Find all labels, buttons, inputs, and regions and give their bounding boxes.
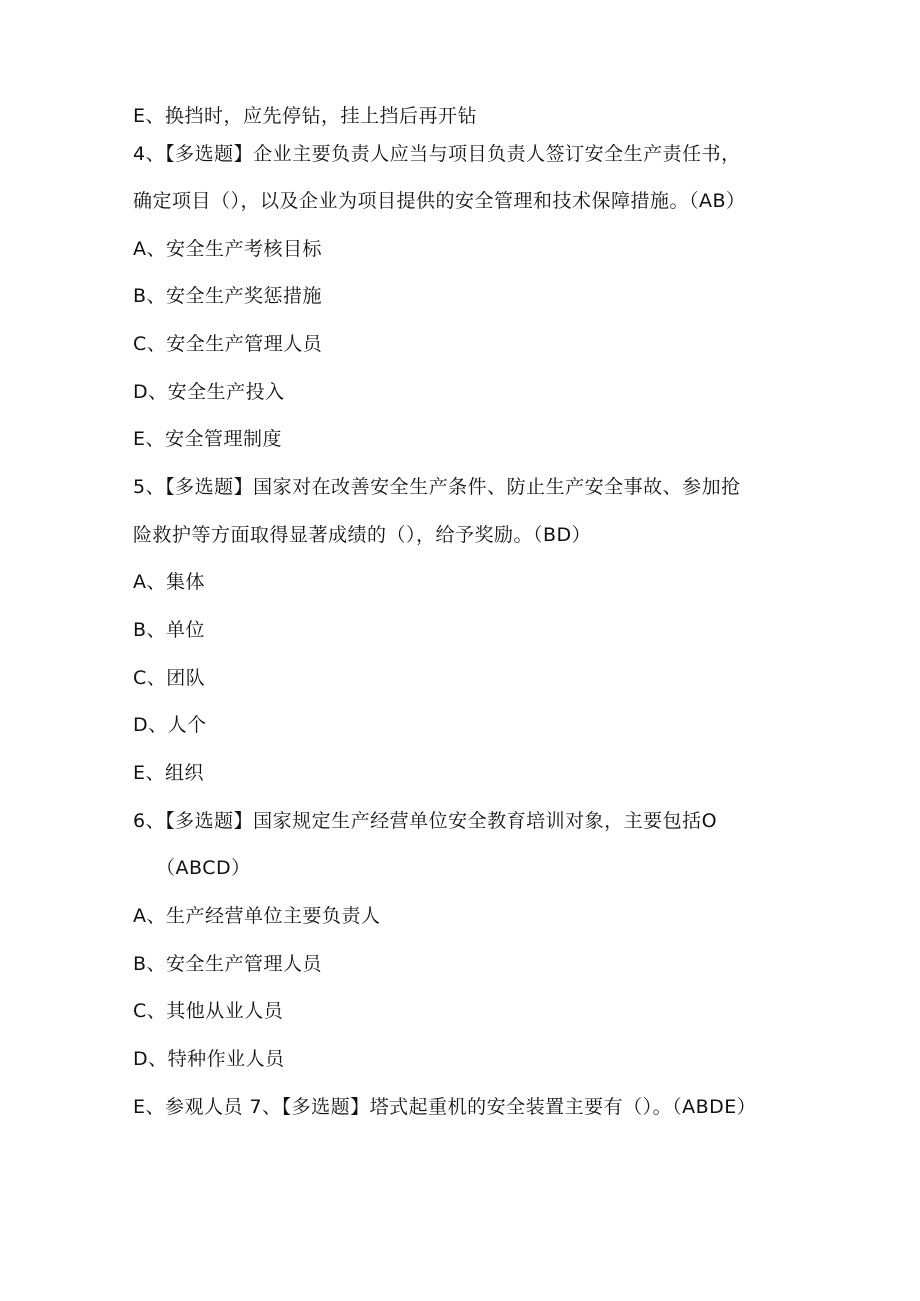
option-a-q4: A、安全生产考核目标 — [133, 238, 322, 260]
option-c-q5: C、团队 — [133, 667, 206, 689]
option-a-q6: A、生产经营单位主要负责人 — [133, 905, 381, 927]
option-a-q5: A、集体 — [133, 571, 205, 593]
option-c-q4: C、安全生产管理人员 — [133, 333, 323, 355]
option-d-q5: D、人个 — [133, 714, 207, 736]
option-e-q3: E、换挡时，应先停钻，挂上挡后再开钻 — [133, 105, 478, 127]
question-5-continued: 险救护等方面取得显著成绩的（），给予奖励。（BD） — [133, 524, 592, 546]
question-6-answer: （ABCD） — [156, 857, 251, 879]
option-b-q5: B、单位 — [133, 619, 206, 641]
question-4-title: 4、【多选题】企业主要负责人应当与项目负责人签订安全生产责任书， — [133, 143, 741, 165]
option-b-q4: B、安全生产奖惩措施 — [133, 285, 323, 307]
option-b-q6: B、安全生产管理人员 — [133, 953, 323, 975]
option-d-q6: D、特种作业人员 — [133, 1048, 285, 1070]
option-d-q4: D、安全生产投入 — [133, 381, 285, 403]
option-e-q5: E、组织 — [133, 762, 205, 784]
question-4-continued: 确定项目（），以及企业为项目提供的安全管理和技术保障措施。（AB） — [133, 190, 746, 212]
question-5-title: 5、【多选题】国家对在改善安全生产条件、防止生产安全事故、参加抢 — [133, 476, 741, 498]
option-c-q6: C、其他从业人员 — [133, 1000, 284, 1022]
option-e-q6-and-question-7: E、参观人员 7、【多选题】塔式起重机的安全装置主要有（）。（ABDE） — [133, 1096, 757, 1118]
option-e-q4: E、安全管理制度 — [133, 428, 283, 450]
question-6-title: 6、【多选题】国家规定生产经营单位安全教育培训对象，主要包括O — [133, 810, 718, 832]
